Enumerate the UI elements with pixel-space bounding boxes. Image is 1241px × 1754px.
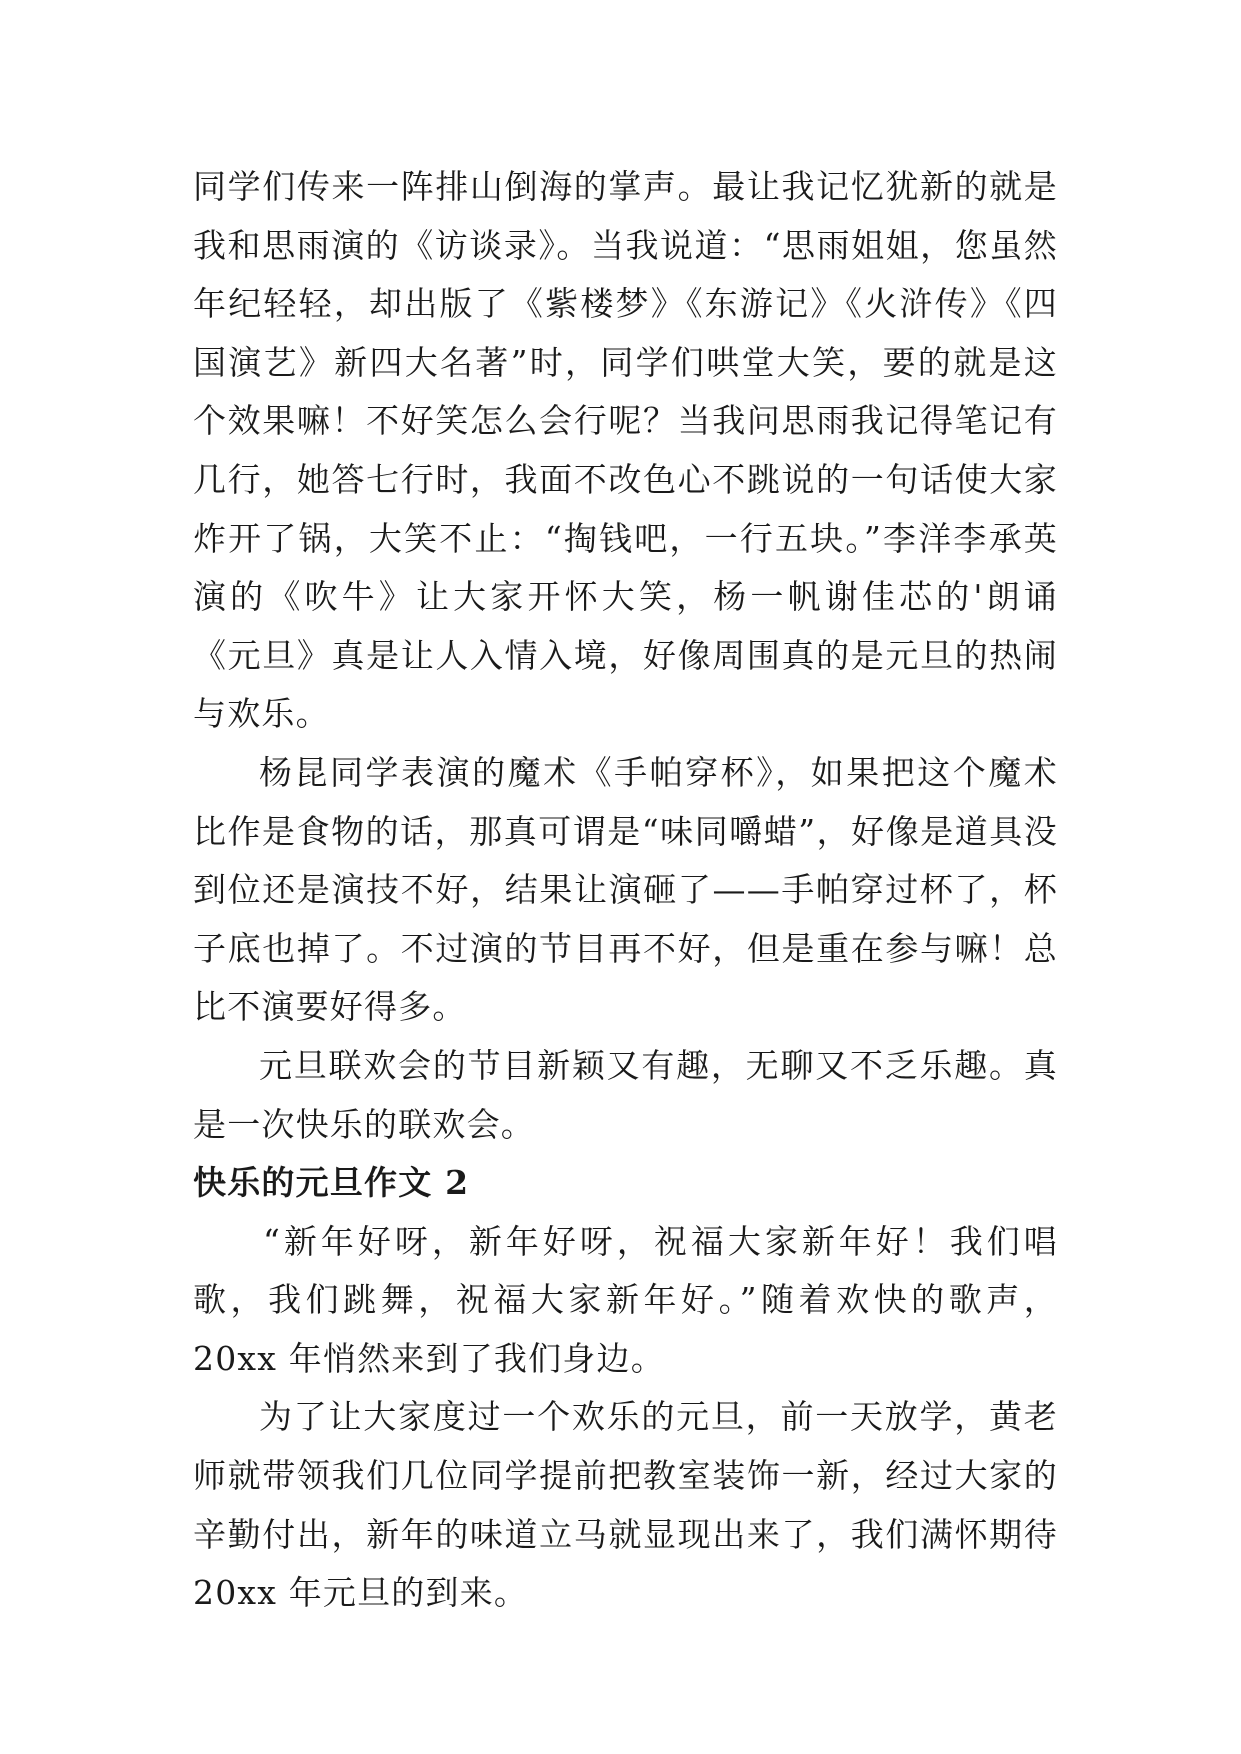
document-page <box>193 158 1058 1623</box>
paragraph-performances: 同学们传来一阵排山倒海的掌声。最让我记忆犹新的就是我和思雨演的《访谈录》。当我说道：“思雨姐姐，您虽然年纪轻轻，却出版了《紫楼梦》《东游记》《火浒传》《四国演艺》新四大名著”时，同学们哄堂大笑，要的就是这个效果嘛！不好笑怎么会行呢？当我问思雨我记得笔记有几行，她答七行时，我面不改色心不跳说的一句话使大家炸开了锅，大笑不止：“掏钱吧，一行五块。”李洋李承英演的《吹牛》让大家开怀大笑，杨一帆谢佳芯的'朗诵《元旦》真是让人入情入境，好像周围真的是元旦的热闹与欢乐。 <box>193 167 1058 734</box>
section-title: 快乐的元旦作文 2 <box>193 1163 470 1203</box>
paragraph-conclusion: 元旦联欢会的节目新颖又有趣，无聊又不乏乐趣。真是一次快乐的联欢会。 <box>193 1045 1058 1144</box>
paragraph-new-year-song: “新年好呀，新年好呀，祝福大家新年好！我们唱歌，我们跳舞，祝福大家新年好。”随着欢快的歌声，20xx 年悄然来到了我们身边。 <box>193 1221 1058 1378</box>
paragraph-classroom-decoration: 为了让大家度过一个欢乐的元旦，前一天放学，黄老师就带领我们几位同学提前把教室装饰一新，经过大家的辛勤付出，新年的味道立马就显现出来了，我们满怀期待 20xx 年元旦的到来。 <box>193 1397 1058 1613</box>
paragraph-magic-trick: 杨昆同学表演的魔术《手帕穿杯》，如果把这个魔术比作是食物的话，那真可谓是“味同嚼蜡”，好像是道具没到位还是演技不好，结果让演砸了——手帕穿过杯了，杯子底也掉了。不过演的节目再不好，但是重在参与嘛！总比不演要好得多。 <box>193 752 1058 1027</box>
